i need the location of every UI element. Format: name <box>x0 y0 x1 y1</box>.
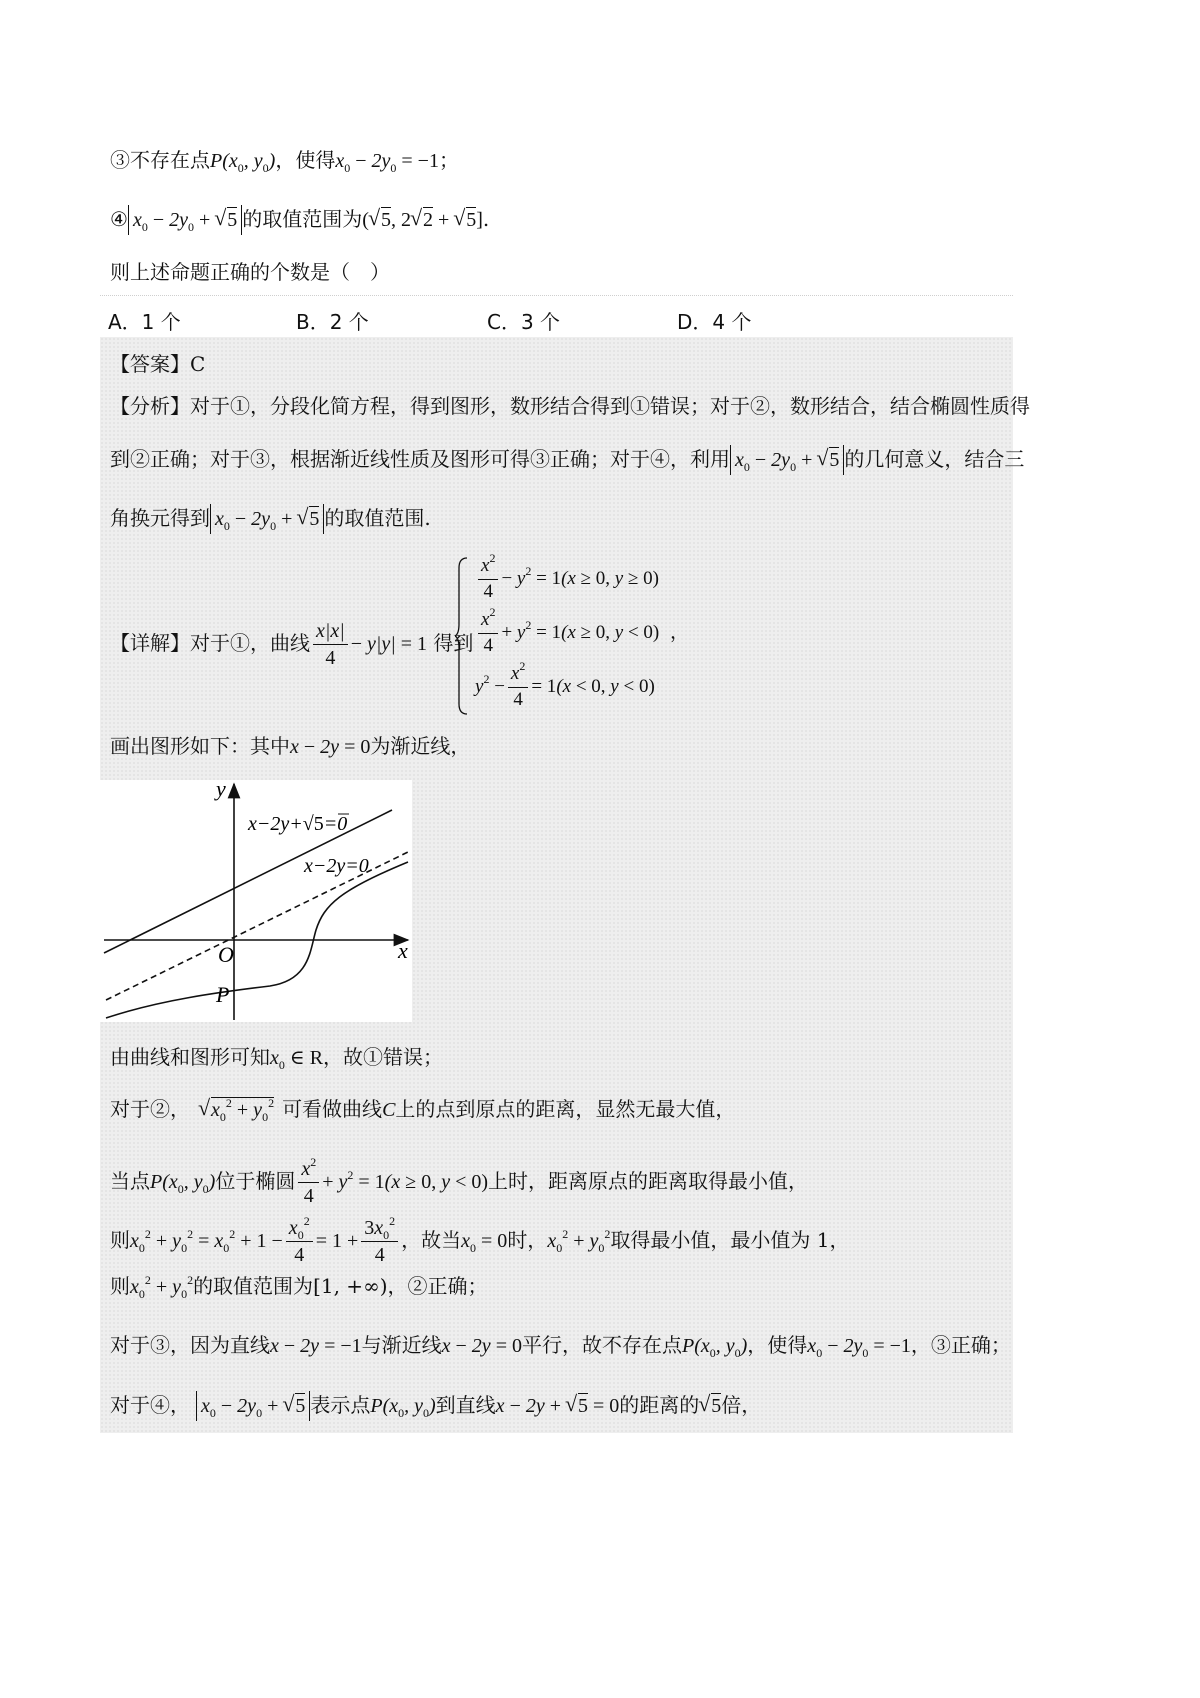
math-abs-expr: $x_0 - 2y_0$ + √ 5 <box>730 445 844 475</box>
body-p2: 对于②，√ $x_0^2 + y_0^2$ 可看做曲线C上的点到原点的距离，显然无最大值， <box>110 1099 735 1120</box>
case-2: $\frac{x^2}{4}$ + $y^2 = 1(x \ge 0$, y < 0) ， <box>475 610 689 657</box>
body-p6-prefix: 对于③，因为直线 <box>110 1333 270 1357</box>
math-point-p: P <box>210 150 223 172</box>
origin-label: O <box>218 942 234 967</box>
draw-line: 画出图形如下：其中x − 2y = 0为渐近线， <box>110 734 471 758</box>
question-text: 则上述命题正确的个数是（ ） <box>110 260 390 284</box>
statement-4-mid: 的取值范围为 <box>242 207 363 231</box>
left-brace-icon <box>455 556 469 716</box>
statement-4 <box>110 207 490 234</box>
statement-4-prefix: ④ <box>110 207 128 231</box>
statement-4-end: . <box>482 207 490 231</box>
x-axis-label: x <box>398 938 408 963</box>
detail-mid: 得到 <box>433 631 474 655</box>
line-shifted-label: x−2y+√5=0 <box>248 813 348 835</box>
body-p2-suffix: 上的点到原点的距离，显然无最大值， <box>395 1097 736 1121</box>
body-p4-prefix: 则 <box>110 1228 130 1252</box>
analysis-line-3-prefix: 角换元得到 <box>110 506 210 530</box>
asymptote-label: x−2y=0 <box>304 855 369 877</box>
detail-suffix: ， <box>670 621 690 643</box>
draw-prefix: 画出图形如下：其中 <box>110 734 290 758</box>
body-p7-mid: 表示点 <box>310 1393 371 1417</box>
statement-3-mid: ，使得 <box>275 148 336 172</box>
statement-3: ③不存在点$P(x_0$, $y_0$)，使得$x_0 - 2y_0 = -1$； <box>110 148 459 175</box>
body-p5-suffix: ，②正确； <box>387 1274 488 1298</box>
body-p1-prefix: 由曲线和图形可知 <box>110 1045 270 1069</box>
statement-3-prefix: ③不存在点 <box>110 148 210 172</box>
draw-suffix: 为渐近线， <box>370 734 471 758</box>
case-3: $y^2$ − $\frac{x^2}{4}$ = 1(x < 0, y < 0) <box>475 659 655 710</box>
curve-graph <box>100 780 412 1022</box>
body-p6: 对于③，因为直线x − 2y = −1与渐近线x − 2y = 0平行，故不存在点$P(x_0$, $y_0$)，使得$x_0 - 2y_0 = -1$，③正确； <box>110 1333 1011 1360</box>
body-p5: 则$x_0^2 + y_0^2$的取值范围为[1, +∞)，②正确； <box>110 1273 488 1301</box>
body-p7-mid3: 的距离的 <box>619 1393 700 1417</box>
body-p7: 对于④， $x_0 - 2y_0$ + √ 5 表示点$P(x_0$, $y_0$)到直线x − 2y + √ 5 = 0的距离的√ 5倍， <box>110 1395 761 1416</box>
body-p2-prefix: 对于②， <box>110 1097 190 1121</box>
body-p1: 由曲线和图形可知$x_0$ ∈ R，故①错误； <box>110 1045 444 1072</box>
body-p4-suffix: 取得最小值，最小值为 1， <box>610 1228 850 1252</box>
body-p3-mid: 位于椭圆 <box>215 1169 296 1193</box>
analysis-line-1: 【分析】对于①，分段化简方程，得到图形，数形结合得到①错误；对于②，数形结合，结合椭圆性质得 <box>110 394 1030 418</box>
option-a[interactable]: A．1 个 <box>108 310 181 334</box>
analysis-line-2-suffix: 的几何意义，结合三 <box>844 447 1025 471</box>
body-p7-prefix: 对于④， <box>110 1393 190 1417</box>
body-p7-mid2: 到直线 <box>435 1393 496 1417</box>
math-fraction: $\frac{x|x|}{4}$ <box>313 620 348 669</box>
body-p1-suffix: ，故①错误； <box>323 1045 444 1069</box>
body-p4-mid2: 时， <box>507 1228 548 1252</box>
detail-line: 【详解】对于①，曲线 $\frac{x|x|}{4}$ − y|y| = 1 得到 <box>110 620 474 669</box>
body-p6-suffix: ，③正确； <box>910 1333 1011 1357</box>
analysis-line-3 <box>110 506 431 533</box>
analysis-line-2-prefix: 到②正确；对于③，根据渐近线性质及图形可得③正确；对于④，利用 <box>110 447 730 471</box>
body-p6-mid3: ，使得 <box>747 1333 808 1357</box>
y-axis-label: y <box>216 780 226 801</box>
case-1: $\frac{x^2}{4}$ − $y^2 = 1(x \ge 0$, y ≥ 0) <box>475 556 659 603</box>
body-p5-mid: 的取值范围为 <box>193 1274 314 1298</box>
math-interval: (√ 5, 2√ 2 + √ 5] <box>362 209 483 231</box>
math-abs-expr: $x_0 - 2y_0$ + √ 5 <box>128 205 242 235</box>
option-c[interactable]: C．3 个 <box>487 310 561 334</box>
answer-line: 【答案】C <box>110 352 206 376</box>
analysis-line-3-suffix: 的取值范围. <box>324 506 431 530</box>
body-p6-mid2: 平行，故不存在点 <box>521 1333 682 1357</box>
math-abs-expr: $x_0 - 2y_0$ + √ 5 <box>210 504 324 534</box>
body-p7-suffix: 倍， <box>721 1393 762 1417</box>
detail-prefix: 【详解】对于①，曲线 <box>110 631 310 655</box>
analysis-line-2 <box>110 447 1025 474</box>
body-p3: 当点$P(x_0$, $y_0$)位于椭圆 $\frac{x^2}{4}$ + $y^2 = 1(x \ge 0$, y < 0)上时，距离原点的距离取得最小值， <box>110 1155 809 1207</box>
body-p5-prefix: 则 <box>110 1274 130 1298</box>
body-p4-mid: ，故当 <box>401 1228 462 1252</box>
option-d[interactable]: D．4 个 <box>677 310 752 334</box>
option-b[interactable]: B．2 个 <box>296 310 369 334</box>
body-p3-prefix: 当点 <box>110 1169 150 1193</box>
dotted-separator <box>100 295 1013 296</box>
body-p4: 则$x_0^2 + y_0^2 = x_0^2 + 1$ − $\frac{x_0^2}{4}$ = 1 + $\frac{3x_0^2}{4}$ ，故当$x_0 = 0$时，$x_0^2 + y_0^2$取得最小值，最小值为 1， <box>110 1214 850 1266</box>
graph-svg <box>100 780 412 1022</box>
body-p2-mid: 可看做曲线 <box>282 1097 383 1121</box>
statement-3-end: ； <box>438 148 459 172</box>
body-p6-mid: 与渐近线 <box>361 1333 442 1357</box>
point-p-label: P <box>216 982 230 1007</box>
body-p3-suffix: 上时，距离原点的距离取得最小值， <box>488 1169 809 1193</box>
